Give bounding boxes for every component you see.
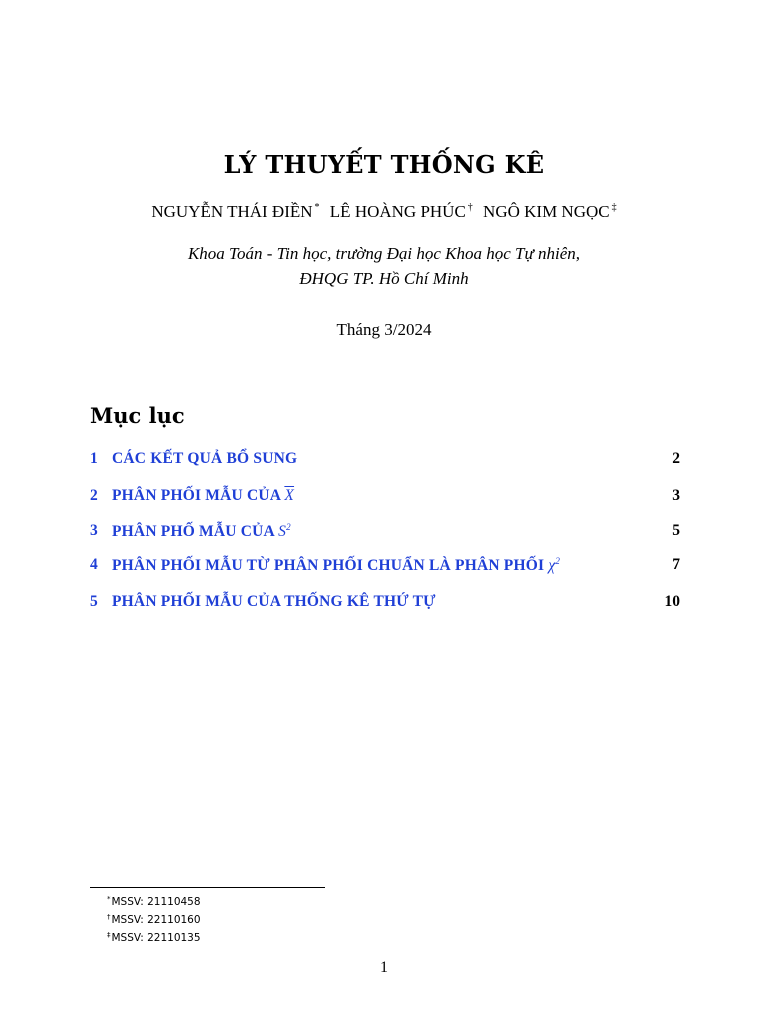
toc-entry-title[interactable] — [112, 556, 560, 575]
footnote-1 — [107, 892, 201, 910]
toc-entry-page: 3 — [672, 487, 680, 504]
toc-entry-number: 3 — [90, 522, 98, 539]
toc-entry-text: PHÂN PHỐ MẪU CỦA — [112, 523, 275, 540]
toc-entry-3[interactable] — [90, 522, 680, 544]
author-list — [0, 202, 768, 222]
toc-entry-title[interactable] — [112, 522, 291, 541]
math-chi-squared: $\chi^2$ — [548, 556, 561, 574]
page-number: 1 — [380, 959, 388, 976]
toc-entry-5[interactable] — [90, 593, 680, 615]
toc-heading: Mục lục — [90, 403, 185, 428]
footnote-mark: † — [107, 913, 111, 921]
footnote-text: MSSV: 22110160 — [111, 914, 201, 926]
author-name: LÊ HOÀNG PHÚC — [329, 202, 466, 221]
toc-entry-number: 2 — [90, 487, 98, 504]
author-name: NGÔ KIM NGỌC — [483, 202, 610, 221]
date: Tháng 3/2024 — [336, 320, 432, 339]
author-footnote-mark: ‡ — [611, 202, 617, 213]
footnotes — [107, 892, 201, 946]
footnote-3 — [107, 928, 201, 946]
toc-entry-number: 1 — [90, 450, 98, 467]
page-title: LÝ THUYẾT THỐNG KÊ — [223, 150, 545, 179]
toc-entry-page: 10 — [664, 593, 680, 610]
toc-entry-text: CÁC KẾT QUẢ BỔ SUNG — [112, 450, 298, 467]
toc-entry-text: PHÂN PHỐI MẪU TỪ PHÂN PHỐI CHUẨN LÀ PHÂN PHỐI — [112, 557, 545, 574]
toc-entry-4[interactable] — [90, 556, 680, 578]
toc-entry-text: PHÂN PHỐI MẪU CỦA THỐNG KÊ THỨ TỰ — [112, 593, 436, 610]
toc-entry-page: 5 — [672, 522, 680, 539]
author-1 — [151, 202, 319, 222]
toc-entry-2[interactable] — [90, 487, 680, 509]
toc-entry-page: 7 — [672, 556, 680, 573]
toc-entry-page: 2 — [672, 450, 680, 467]
author-3 — [483, 202, 617, 222]
toc-entry-title[interactable] — [112, 593, 436, 611]
footnote-text: MSSV: 21110458 — [111, 896, 201, 908]
toc-entry-1[interactable] — [90, 450, 680, 472]
author-footnote-mark: † — [467, 202, 473, 213]
toc-entry-title[interactable] — [112, 487, 294, 505]
toc-entry-number: 4 — [90, 556, 98, 573]
affiliation-line-1: Khoa Toán - Tin học, trường Đại học Khoa học Tự nhiên, — [187, 244, 581, 263]
footnote-rule — [90, 887, 325, 888]
math-s-squared: $S^2$ — [278, 522, 291, 540]
footnote-mark: * — [107, 895, 111, 903]
toc-entry-title[interactable] — [112, 450, 297, 468]
toc-entry-text: PHÂN PHỐI MẪU CỦA — [112, 487, 281, 504]
math-x-bar: $\overline{X}$ — [284, 487, 295, 504]
affiliation-line-2: ĐHQG TP. Hồ Chí Minh — [299, 269, 469, 288]
affiliation — [0, 241, 768, 291]
author-2 — [330, 202, 473, 222]
footnote-2 — [107, 910, 201, 928]
toc-entry-number: 5 — [90, 593, 98, 610]
author-name: NGUYỄN THÁI ĐIỀN — [151, 202, 313, 221]
footnote-mark: ‡ — [107, 931, 111, 939]
footnote-text: MSSV: 22110135 — [111, 932, 201, 944]
author-footnote-mark: * — [314, 202, 320, 213]
